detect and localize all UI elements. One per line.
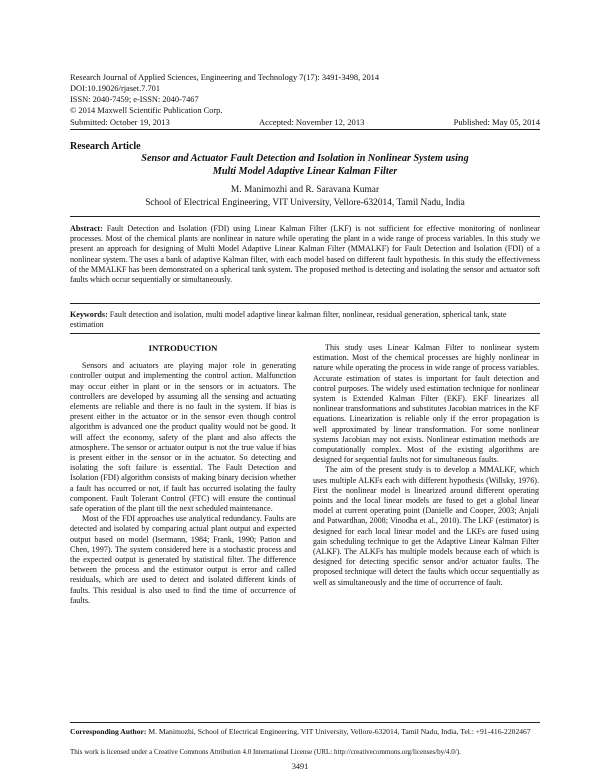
keywords-rule	[70, 333, 540, 334]
abstract-top-rule	[70, 216, 540, 217]
title-line-2: Multi Model Adaptive Linear Kalman Filter	[212, 165, 398, 177]
corresponding-author	[70, 727, 540, 736]
introduction-heading: INTRODUCTION	[148, 343, 218, 353]
license-note: This work is licensed under a Creative Commons Attribution 4.0 International License (URL: http://creativecommons.org/licenses/by/4.0/).	[70, 748, 461, 756]
doi: DOI:10.19026/rjaset.7.701	[70, 84, 161, 93]
keywords-label: Keywords:	[70, 310, 108, 319]
corresponding-text: M. Manimozhi, School of Electrical Engineering, VIT University, Vellore-632014, Tamil Nadu, India, Tel.: +91-416-2202467	[148, 727, 531, 736]
abstract-label: Abstract:	[70, 224, 103, 233]
title-line-1: Sensor and Actuator Fault Detection and Isolation in Nonlinear System using	[141, 153, 469, 164]
abstract	[70, 224, 540, 285]
footer-rule	[70, 722, 540, 723]
header-rule	[70, 129, 540, 130]
right-paragraph-2: The aim of the present study is to develop a MMALKF, which uses multiple ALKFs each with different hypothesis (Willsky, 1976). First the nonlinear model is linearized around different operating points and the local linear models are fused to get a global linear model at current operating point (Danielle and Cooper, 2003; Anjali and Patwardhan, 2008; Vinodha et al., 2010). The LKF (estimator) is designed for each local linear model and the LKFs are fused using gain scheduling technique to get the Adaptive Linear Kalman Filter (ALKF). The ALKFs has multiple models because each of which is designed for detecting specific sensor and/or actuator faults. The proposed technique will detect the faults which occur sequentially as well as simultaneously and the time of occurrence of fault.	[313, 465, 539, 587]
accepted-date: Accepted: November 12, 2013	[258, 117, 365, 127]
keywords-text: Fault detection and isolation, multi model adaptive linear kalman filter, nonlinear, residual generation, spherical tank, state estimation	[70, 310, 507, 330]
left-column	[70, 343, 296, 606]
right-paragraph-1: This study uses Linear Kalman Filter to nonlinear system estimation. Most of the chemical processes are highly nonlinear in nature while operating the process in wide range of process variables. Accurate estimation of states is important for fault detection and control purposes. The widely used estimation technique for nonlinear system is Extended Kalman Filter (EKF). EKF linearizes all nonlinear transformations and substitutes Jacobian matrices in the KF equations. Linearization is reliable only if the error propagation is well approximated by linear transformation. For some nonlinear systems Jacobian may not exists. Nonlinear estimation methods are computationally complex. Most of the existing algorithms are designed for sequential faults not for simultaneous faults.	[313, 343, 539, 465]
left-paragraph-1: Sensors and actuators are playing major role in generating controller output and implementing the control action. Malfunction may occur either in plant or in the sensors or in actuators. The controllers are developed by assuming all the sensing and actuating elements are reliable and there is no fault in the system. If bias is present either in the actuator or in the sensor even though control algorithm is advanced one the product quality would not be good. It will affect the economy, safety of the plant and also affects the atmosphere. The sensor or actuator output is not the true value if bias is present either in the sensor or in the actuator. So detecting and isolating the soft failure is essential. The Fault Detection and Isolation (FDI) algorithm consists of making binary decision whether a fault has occurred or not, if fault has occurred isolating the faulty component. Fault Tolerant Control (FTC) will ensure the continual safe operation of the plant till the next scheduled maintenance.	[70, 361, 296, 514]
keywords	[70, 310, 540, 330]
abstract-text: Fault Detection and Isolation (FDI) using Linear Kalman Filter (LKF) is not sufficient for effective monitoring of nonlinear processes. Most of the chemical plants are nonlinear in nature while operating the plant in a wide range of process variables. In this study we present an approach for designing of Multi Model Adaptive Linear Kalman Filter (MMALKF) for Fault Detection and Isolation (FDI) of a nonlinear system. The uses a bank of adaptive Kalman filter, with each model based on different fault hypothesis. In this study the effectiveness of the MMALKF has been demonstrated on a spherical tank system. The proposed method is detecting and isolating the sensor and actuator soft faults which occur sequentially or simultaneously.	[70, 224, 540, 285]
copyright: © 2014 Maxwell Scientific Publication Corp.	[70, 106, 223, 115]
affiliation: School of Electrical Engineering, VIT University, Vellore-632014, Tamil Nadu, India	[145, 198, 465, 208]
publication-dates	[70, 117, 540, 127]
journal-name: Research Journal of Applied Sciences, Engineering and Technology 7(17): 3491-3498, 2014	[70, 73, 380, 82]
journal-header	[70, 72, 540, 116]
issn: ISSN: 2040-7459; e-ISSN: 2040-7467	[70, 95, 199, 104]
authors: M. Manimozhi and R. Saravana Kumar	[230, 185, 380, 195]
right-column	[313, 343, 539, 588]
article-type-label: Research Article	[70, 141, 141, 152]
corresponding-label: Corresponding Author:	[70, 727, 147, 736]
submitted-date: Submitted: October 19, 2013	[70, 117, 170, 127]
paper-title	[70, 153, 540, 178]
abstract-bottom-rule	[70, 303, 540, 304]
page-number: 3491	[291, 762, 309, 771]
published-date: Published: May 05, 2014	[453, 117, 540, 127]
left-paragraph-2: Most of the FDI approaches use analytical redundancy. Faults are detected and isolated by comparing actual plant output and expected output based on model (Isermann, 1984; Frank, 1990; Patton and Chen, 1997). The system considered here is a stochastic process and the expected output is generated by statistical filter. The difference between the process and the estimator output is error and called residuals, which are used to detect and isolated different kinds of faults. This residual is also used to find the time of occurrence of faults.	[70, 514, 296, 605]
